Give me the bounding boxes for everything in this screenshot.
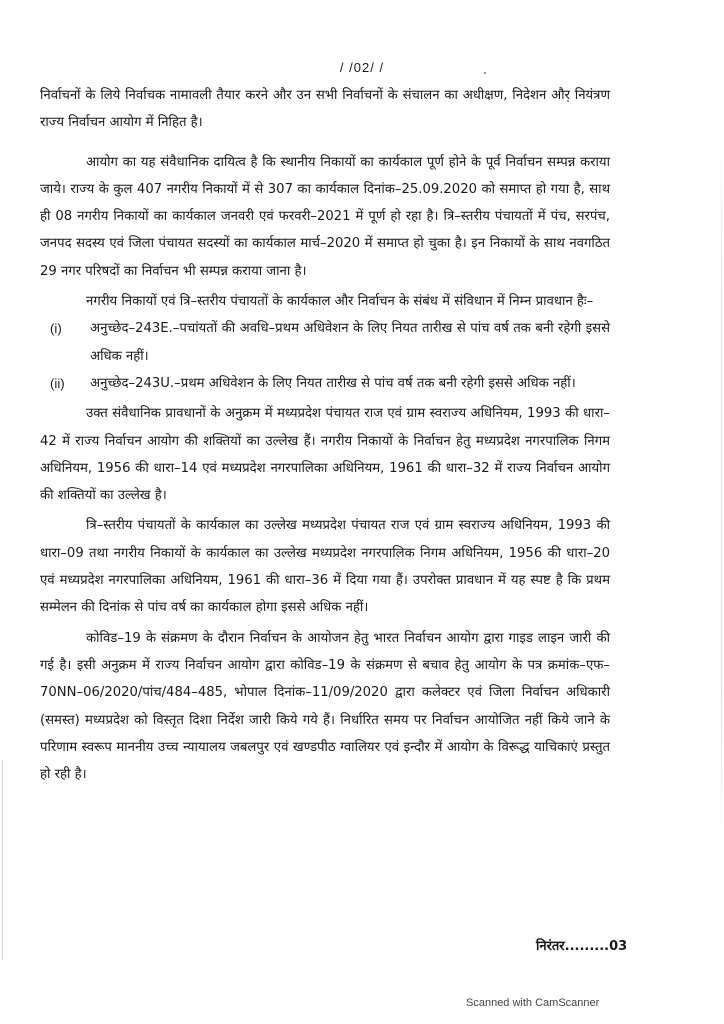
provision-item bbox=[40, 315, 610, 370]
paragraph-commission-powers: उक्त संवैधानिक प्रावधानों के अनुक्रम में मध्यप्रदेश पंचायत राज एवं ग्राम स्वराज्य अधिनियम, 1993 की धारा–42 में राज्य निर्वाचन आयोग की शक्तियों का उल्लेख हैं। नगरीय निकायों के निर्वाचन हेतु मध्यप्रदेश नगरपालिक निगम अधिनियम, 1956 की धारा–14 एवं मध्यप्रदेश नगरपालिका अधिनियम, 1961 की धारा–32 में राज्य निर्वाचन आयोग की शक्तियों का उल्लेख है। bbox=[40, 406, 610, 504]
paragraph-continuation: निर्वाचनों के लिये निर्वाचक नामावली तैयार करने और उन सभी निर्वाचनों के संचालन का अधीक्षण, निदेशन और नियंत्रण राज्य निर्वाचन आयोग में निहित है। bbox=[40, 88, 610, 131]
paragraph-term-provisions: त्रि–स्तरीय पंचायतों के कार्यकाल का उल्लेख मध्यप्रदेश पंचायत राज एवं ग्राम स्वराज्य अधिनियम, 1993 की धारा–09 तथा नगरीय निकायों के कार्यकाल का उल्लेख मध्यप्रदेश नगरपालिक निगम अधिनियम, 1956 की धारा–20 एवं मध्यप्रदेश नगरपालिका अधिनियम, 1961 की धारा–36 में दिया गया हैं। उपरोक्त प्रावधान में यह स्पष्ट है कि प्रथम सम्मेलन की दिनांक से पांच वर्ष का कार्यकाल होगा इससे अधिक नहीं। bbox=[40, 518, 610, 616]
continued-page-note: निरंतर.........03 bbox=[536, 939, 628, 954]
page-number-marker: / /02/ / bbox=[339, 60, 385, 75]
scanner-watermark: Scanned with CamScanner bbox=[466, 997, 600, 1009]
document-body bbox=[40, 82, 610, 788]
provision-number: (ii) bbox=[50, 375, 65, 391]
provisions-list bbox=[40, 315, 610, 397]
paragraph-provisions-intro: नगरीय निकायों एवं त्रि–स्तरीय पंचायतों के कार्यकाल और निर्वाचन के संबंध में संविधान में निम्न प्रावधान हैः– bbox=[86, 294, 594, 310]
provision-text: अनुच्छेद–243E.–पचांयतों की अवधि–प्रथम अधिवेशन के लिए नियत तारीख से पांच वर्ष तक बनी रहेगी इससे अधिक नहीं। bbox=[90, 321, 610, 364]
provision-item bbox=[40, 370, 610, 397]
provision-number: (i) bbox=[50, 321, 62, 337]
paragraph-constitutional-duty: आयोग का यह संवैधानिक दायित्व है कि स्थानीय निकायों का कार्यकाल पूर्ण होने के पूर्व निर्वाचन सम्पन्न कराया जाये। राज्य के कुल 407 नगरीय निकायों में से 307 का कार्यकाल दिनांक–25.09.2020 को समाप्त हो गया है, साथ ही 08 नगरीय निकायों का कार्यकाल जनवरी एवं फरवरी–2021 में पूर्ण हो रहा है। त्रि–स्तरीय पंचायतों में पंच, सरपंच, जनपद सदस्य एवं जिला पंचायत सदस्यों का कार्यकाल मार्च–2020 में समाप्त हो चुका है। इन निकायों के साथ नवगठित 29 नगर परिषदों का निर्वाचन भी सम्पन्न कराया जाना है। bbox=[40, 154, 610, 279]
paragraph-covid-guidelines: कोविड–19 के संक्रमण के दौरान निर्वाचन के आयोजन हेतु भारत निर्वाचन आयोग द्वारा गाइड लाइन जारी की गई है। इसी अनुक्रम में राज्य निर्वाचन आयोग द्वारा कोविड–19 के संक्रमण से बचाव हेतु आयोग के पत्र क्रमांक–एफ–70NN–06/2020/पांच/484–485, भोपाल दिनांक–11/09/2020 द्वारा कलेक्टर एवं जिला निर्वाचन अधिकारी (समस्त) मध्यप्रदेश को विस्तृत दिशा निर्देश जारी किये गये हैं। निर्धारित समय पर निर्वाचन आयोजित नहीं किये जाने के परिणाम स्वरूप माननीय उच्च न्यायालय जबलपुर एवं खण्डपीठ ग्वालियर एवं इन्दौर में आयोग के विरूद्ध याचिकाएं प्रस्तुत हो रही है। bbox=[40, 630, 610, 783]
page-edge-shadow bbox=[721, 140, 722, 840]
page-edge-shadow bbox=[2, 760, 3, 960]
provision-text: अनुच्छेद–243U.–प्रथम अधिवेशन के लिए नियत तारीख से पांच वर्ष तक बनी रहेगी इससे अधिक नहीं। bbox=[90, 375, 576, 391]
